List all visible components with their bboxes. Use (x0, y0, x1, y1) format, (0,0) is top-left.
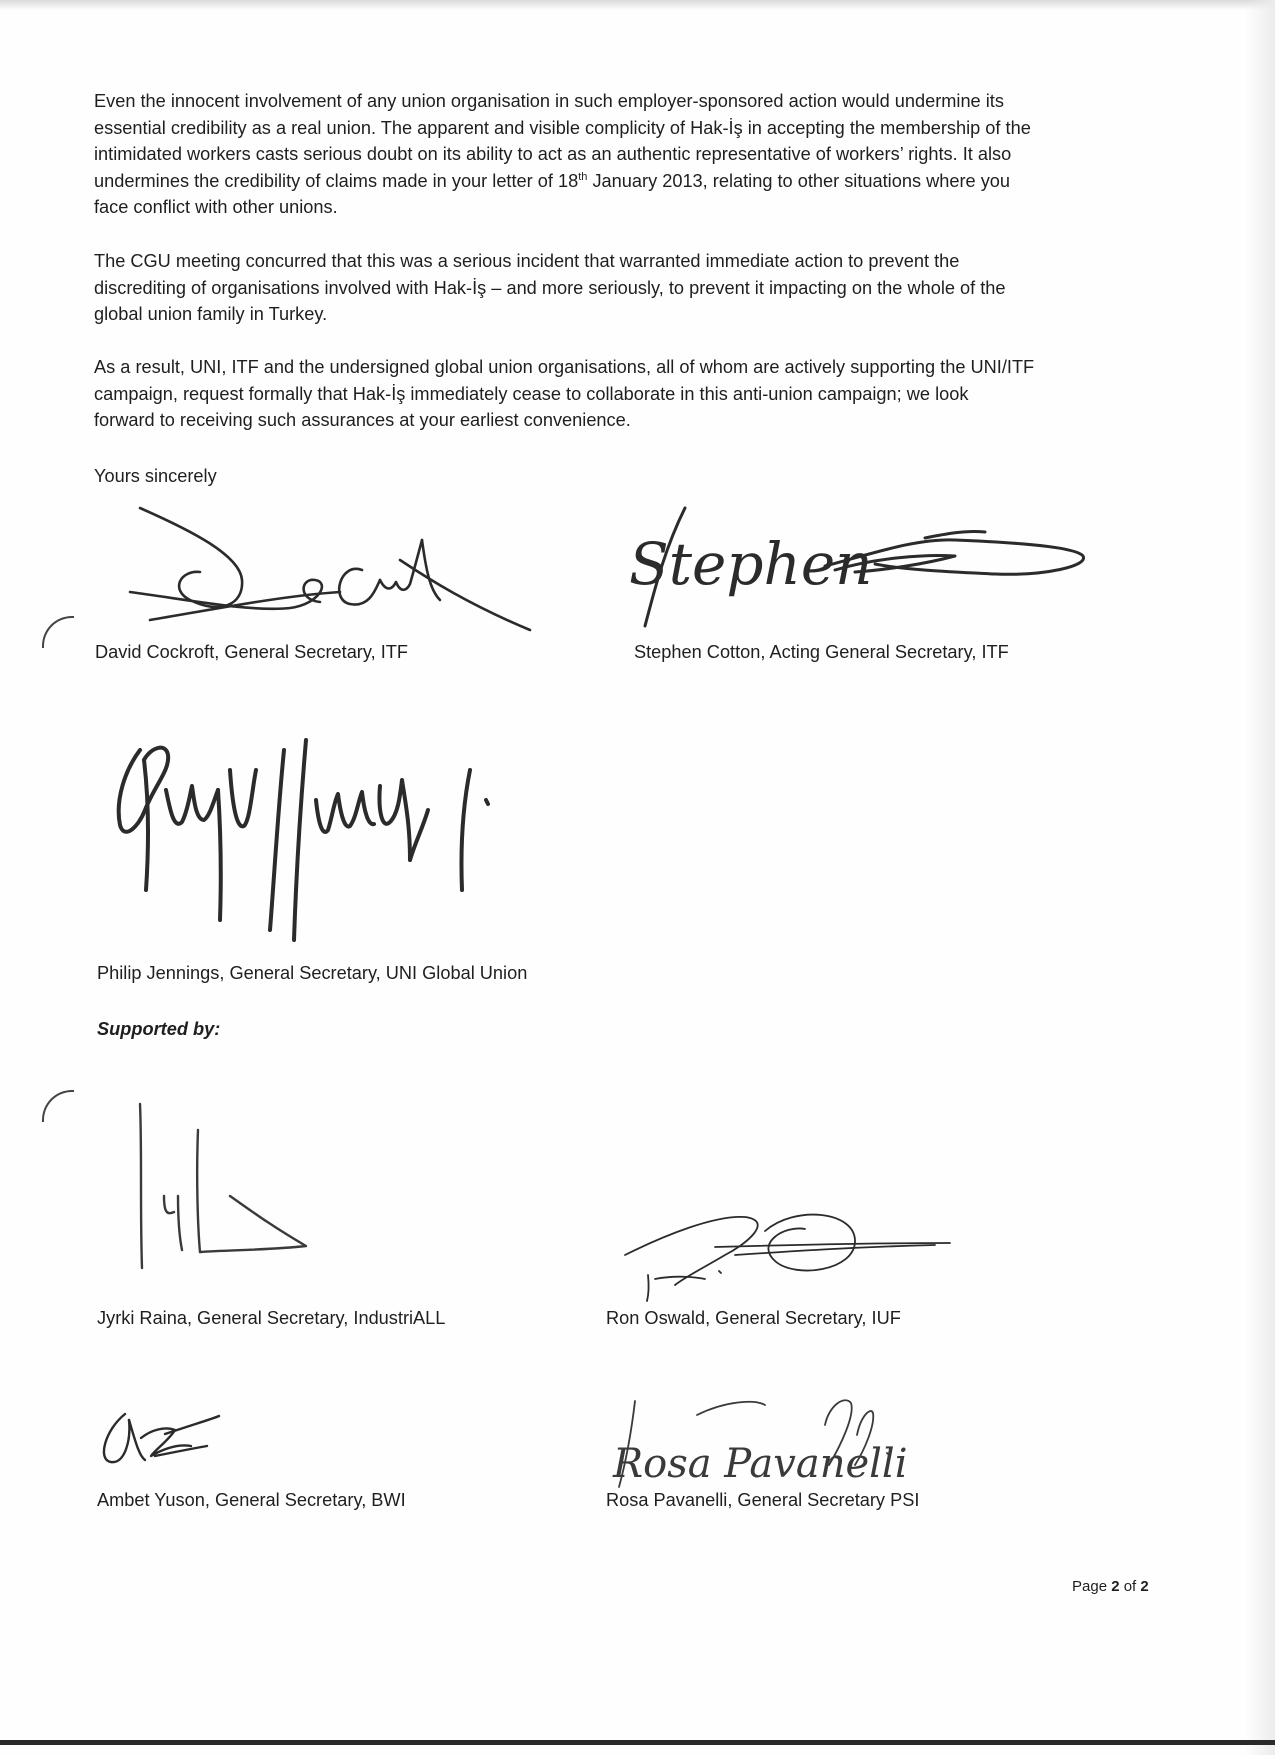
signatory-cockroft: David Cockroft, General Secretary, ITF (95, 642, 408, 662)
punch-mark (42, 616, 74, 648)
signatory-raina: Jyrki Raina, General Secretary, IndustriALL (97, 1308, 446, 1328)
signature-script: Rosa Pavanelli (613, 1441, 908, 1487)
line-text: January 2013, relating to other situations where you (587, 170, 1011, 191)
signature-pavanelli (605, 1395, 908, 1495)
paragraph-line: face conflict with other unions. (94, 197, 338, 217)
paragraph-line: The CGU meeting concurred that this was a serious incident that warranted immediate action to prevent the (94, 251, 960, 271)
signature-jennings (110, 730, 540, 940)
signature-script: Stephen (629, 530, 873, 598)
scan-bottom-edge (0, 1740, 1275, 1745)
line-text: undermines the credibility of claims made in your letter of 18 (94, 170, 579, 191)
signature-cotton (625, 498, 1095, 628)
paragraph-line: forward to receiving such assurances at your earliest convenience. (94, 410, 631, 430)
page-current: 2 (1111, 1578, 1120, 1595)
paragraph-line: discrediting of organisations involved with Hak-İş – and more seriously, to prevent it impacting on the whole of the (94, 277, 1006, 298)
paragraph-line: intimidated workers casts serious doubt on its ability to act as an authentic representative of workers’ rights. It also (94, 144, 1012, 164)
paragraph-credibility (94, 88, 1184, 221)
page-number (1072, 1578, 1149, 1595)
page-prefix: Page (1072, 1578, 1112, 1595)
ordinal-suffix: th (578, 170, 588, 183)
signature-raina (130, 1100, 320, 1280)
signature-cockroft (130, 500, 550, 640)
scan-top-edge (0, 0, 1275, 10)
signatory-oswald: Ron Oswald, General Secretary, IUF (606, 1308, 901, 1328)
paragraph-line: campaign, request formally that Hak-İş immediately cease to collaborate in this anti-union campaign; we look (94, 383, 969, 404)
paragraph-line: essential credibility as a real union. The apparent and visible complicity of Hak-İş in accepting the membership of the (94, 117, 1031, 138)
signatory-cotton: Stephen Cotton, Acting General Secretary, ITF (634, 642, 1009, 662)
paragraph-line: Even the innocent involvement of any union organisation in such employer-sponsored action would undermine its (94, 91, 1004, 111)
paragraph-line: As a result, UNI, ITF and the undersigned global union organisations, all of whom are actively supporting the UNI/ITF (94, 357, 1035, 377)
closing: Yours sincerely (94, 466, 217, 486)
page-of: of (1119, 1578, 1141, 1595)
supported-by-heading: Supported by: (97, 1019, 221, 1039)
paragraph-request (94, 354, 1184, 434)
signatory-yuson: Ambet Yuson, General Secretary, BWI (97, 1490, 406, 1510)
punch-mark (42, 1090, 74, 1122)
paragraph-line: global union family in Turkey. (94, 304, 328, 324)
scan-right-edge (1245, 0, 1275, 1755)
signature-yuson (95, 1400, 225, 1480)
signatory-pavanelli: Rosa Pavanelli, General Secretary PSI (606, 1490, 920, 1510)
page-total: 2 (1140, 1578, 1149, 1595)
signatory-jennings: Philip Jennings, General Secretary, UNI Global Union (97, 963, 528, 983)
signature-oswald (615, 1195, 965, 1305)
paragraph-cgu-meeting (94, 248, 1184, 328)
paragraph-line (94, 168, 1184, 195)
